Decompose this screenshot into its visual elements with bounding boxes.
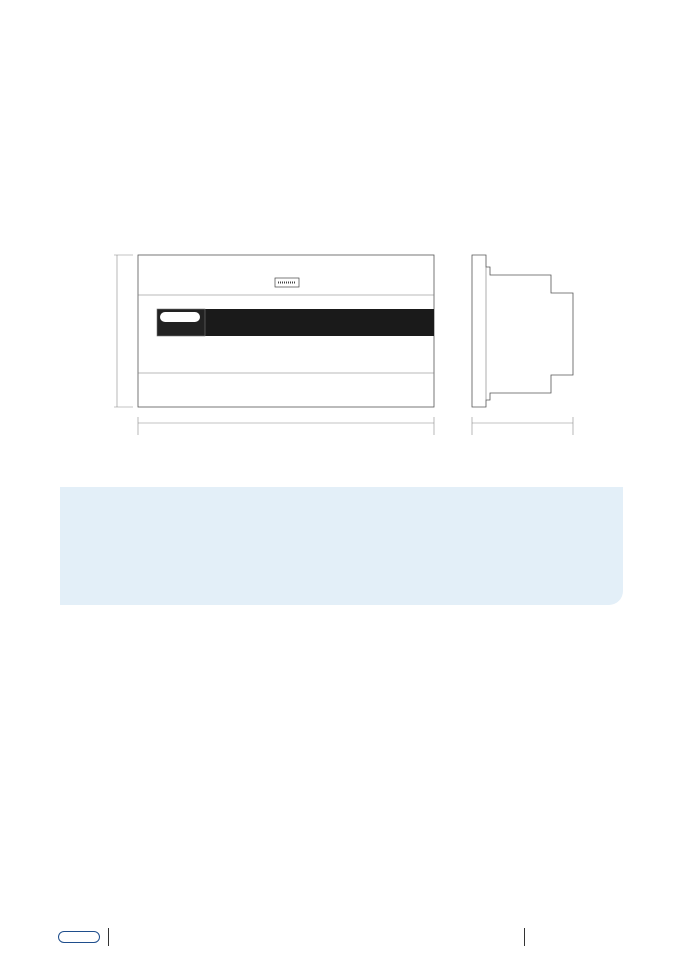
dimension-drawing bbox=[105, 245, 585, 445]
footer-divider bbox=[108, 928, 109, 946]
brand-logo bbox=[58, 931, 100, 943]
page-footer bbox=[0, 928, 678, 948]
table-panel bbox=[60, 487, 623, 605]
footer-divider bbox=[524, 928, 525, 946]
